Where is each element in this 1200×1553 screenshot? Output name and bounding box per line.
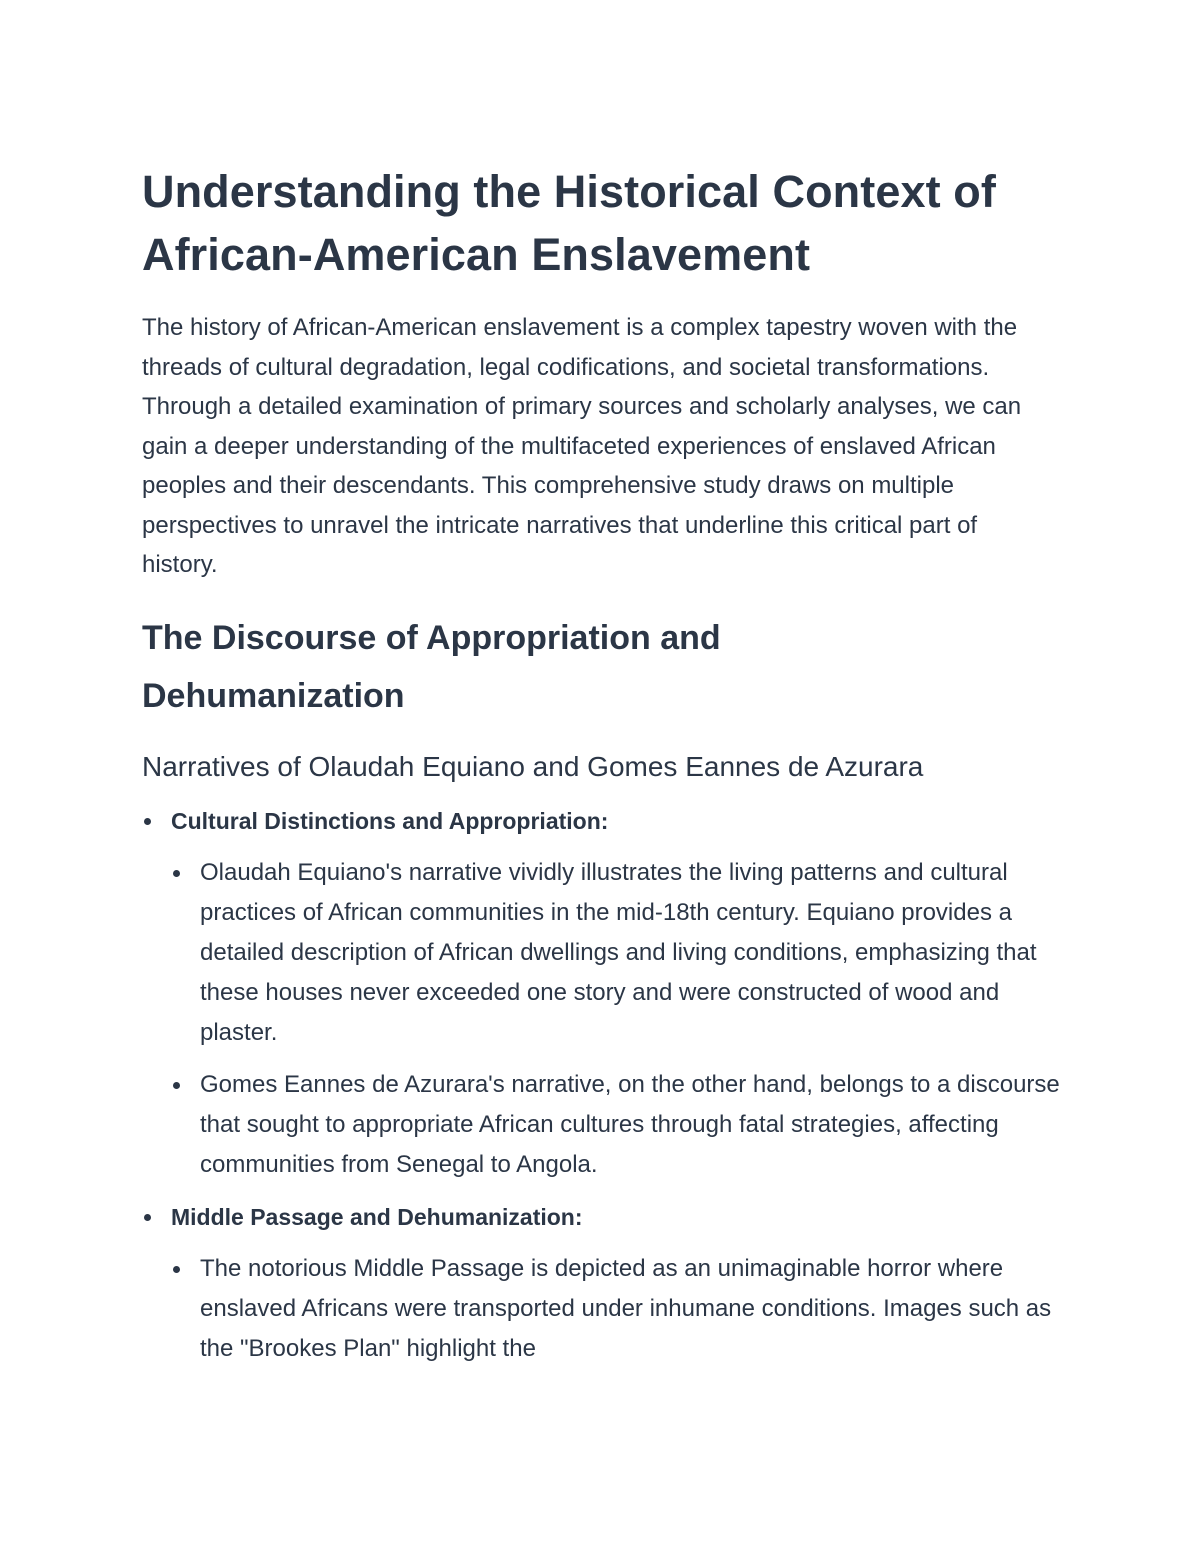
intro-paragraph: The history of African-American enslavement is a complex tapestry woven with the threads of cultural degradation, legal codifications, and societal transformations. Through a detailed examination of primary sources and scholarly analyses, we can gain a deeper understanding of the multifaceted experiences of enslaved African peoples and their descendants. This comprehensive study draws on multiple perspectives to unravel the intricate narratives that underline this critical part of history.: [142, 314, 1022, 578]
nested-list-item: [171, 1065, 1060, 1185]
nested-list-item-text: Gomes Eannes de Azurara's narrative, on the other hand, belongs to a discourse that sought to appropriate African cultures through fatal strategies, affecting communities from Senegal to Angola.: [200, 1070, 1060, 1178]
list-item: [142, 803, 1062, 1185]
bullet-icon: [173, 870, 180, 877]
bullet-icon: [144, 818, 151, 825]
nested-bullet-list: [171, 853, 1062, 1185]
nested-list-item: [171, 853, 1060, 1053]
nested-list-item-text: Olaudah Equiano's narrative vividly illustrates the living patterns and cultural practices of African communities in the mid-18th century. Equiano provides a detailed description of African dwellings and living conditions, emphasizing that these houses never exceeded one story and were constructed of wood and plaster.: [200, 858, 1037, 1046]
nested-list-item: [171, 1249, 1060, 1369]
section-heading: The Discourse of Appropriation and Dehumanization: [142, 618, 721, 715]
bullet-icon: [173, 1082, 180, 1089]
page-title: Understanding the Historical Context of African-American Enslavement: [142, 166, 996, 280]
document-page: [142, 160, 1062, 1383]
sub-heading: Narratives of Olaudah Equiano and Gomes Eannes de Azurara: [142, 750, 924, 782]
bullet-icon: [144, 1214, 151, 1221]
list-item: [142, 1199, 1062, 1369]
bullet-icon: [173, 1266, 180, 1273]
list-item-label: Cultural Distinctions and Appropriation:: [171, 807, 609, 834]
list-item-label: Middle Passage and Dehumanization:: [171, 1203, 583, 1230]
bullet-list: [142, 803, 1062, 1369]
nested-bullet-list: [171, 1249, 1062, 1369]
nested-list-item-text: The notorious Middle Passage is depicted as an unimaginable horror where enslaved Africans were transported under inhumane conditions. Images such as the "Brookes Plan" highlight the: [200, 1254, 1052, 1362]
